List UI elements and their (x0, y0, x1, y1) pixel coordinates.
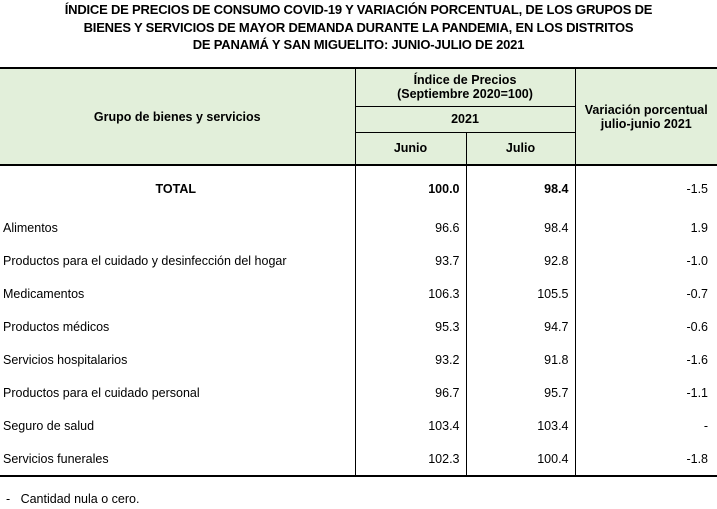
header-group: Grupo de bienes y servicios (0, 68, 355, 165)
row-label: Alimentos (0, 211, 355, 244)
header-junio: Junio (355, 132, 466, 165)
row-junio: 95.3 (355, 310, 466, 343)
row-junio: 96.7 (355, 376, 466, 409)
row-variacion: -1.6 (575, 343, 717, 376)
header-year: 2021 (355, 106, 575, 132)
row-julio: 91.8 (466, 343, 575, 376)
row-variacion: -0.7 (575, 277, 717, 310)
row-julio: 100.4 (466, 442, 575, 476)
row-variacion: -1.5 (575, 165, 717, 211)
row-junio: 93.7 (355, 244, 466, 277)
row-label: Productos para el cuidado y desinfección del hogar (0, 244, 355, 277)
row-julio: 98.4 (466, 165, 575, 211)
table-row (0, 442, 717, 476)
title-line-1: ÍNDICE DE PRECIOS DE CONSUMO COVID-19 Y VARIACIÓN PORCENTUAL, DE LOS GRUPOS DE (64, 2, 653, 17)
header-index (355, 68, 575, 106)
table-row (0, 310, 717, 343)
row-junio: 102.3 (355, 442, 466, 476)
row-julio: 105.5 (466, 277, 575, 310)
row-julio: 103.4 (466, 409, 575, 442)
title-line-2: BIENES Y SERVICIOS DE MAYOR DEMANDA DURANTE LA PANDEMIA, EN LOS DISTRITOS (83, 19, 634, 35)
row-julio: 94.7 (466, 310, 575, 343)
table-row (0, 211, 717, 244)
row-variacion: -0.6 (575, 310, 717, 343)
row-label: Servicios funerales (0, 442, 355, 476)
row-label: Servicios hospitalarios (0, 343, 355, 376)
header-index-line-1: Índice de Precios (413, 73, 517, 88)
row-label: Productos para el cuidado personal (0, 376, 355, 409)
table-row (0, 244, 717, 277)
header-julio: Julio (466, 132, 575, 165)
row-julio: 95.7 (466, 376, 575, 409)
header-index-line-2: (Septiembre 2020=100) (397, 87, 533, 102)
row-junio: 93.2 (355, 343, 466, 376)
row-variacion: -1.8 (575, 442, 717, 476)
table-row (0, 343, 717, 376)
row-variacion: -1.1 (575, 376, 717, 409)
row-variacion: 1.9 (575, 211, 717, 244)
footnote: - Cantidad nula o cero. (6, 492, 140, 506)
row-junio: 106.3 (355, 277, 466, 310)
table-title (0, 1, 717, 54)
table-row (0, 376, 717, 409)
table-row (0, 409, 717, 442)
row-variacion: - (575, 409, 717, 442)
row-label: Medicamentos (0, 277, 355, 310)
header-variation (575, 68, 717, 165)
row-label: TOTAL (0, 165, 355, 211)
table-row-total (0, 165, 717, 211)
row-junio: 100.0 (355, 165, 466, 211)
header-variation-line-1: Variación porcentual (584, 102, 708, 117)
table-row (0, 277, 717, 310)
row-label: Seguro de salud (0, 409, 355, 442)
row-junio: 103.4 (355, 409, 466, 442)
price-index-table (0, 67, 717, 477)
row-junio: 96.6 (355, 211, 466, 244)
row-label: Productos médicos (0, 310, 355, 343)
row-julio: 92.8 (466, 244, 575, 277)
header-variation-line-2: julio-junio 2021 (600, 116, 692, 131)
title-line-3: DE PANAMÁ Y SAN MIGUELITO: JUNIO-JULIO DE 2021 (192, 37, 525, 52)
row-variacion: -1.0 (575, 244, 717, 277)
row-julio: 98.4 (466, 211, 575, 244)
